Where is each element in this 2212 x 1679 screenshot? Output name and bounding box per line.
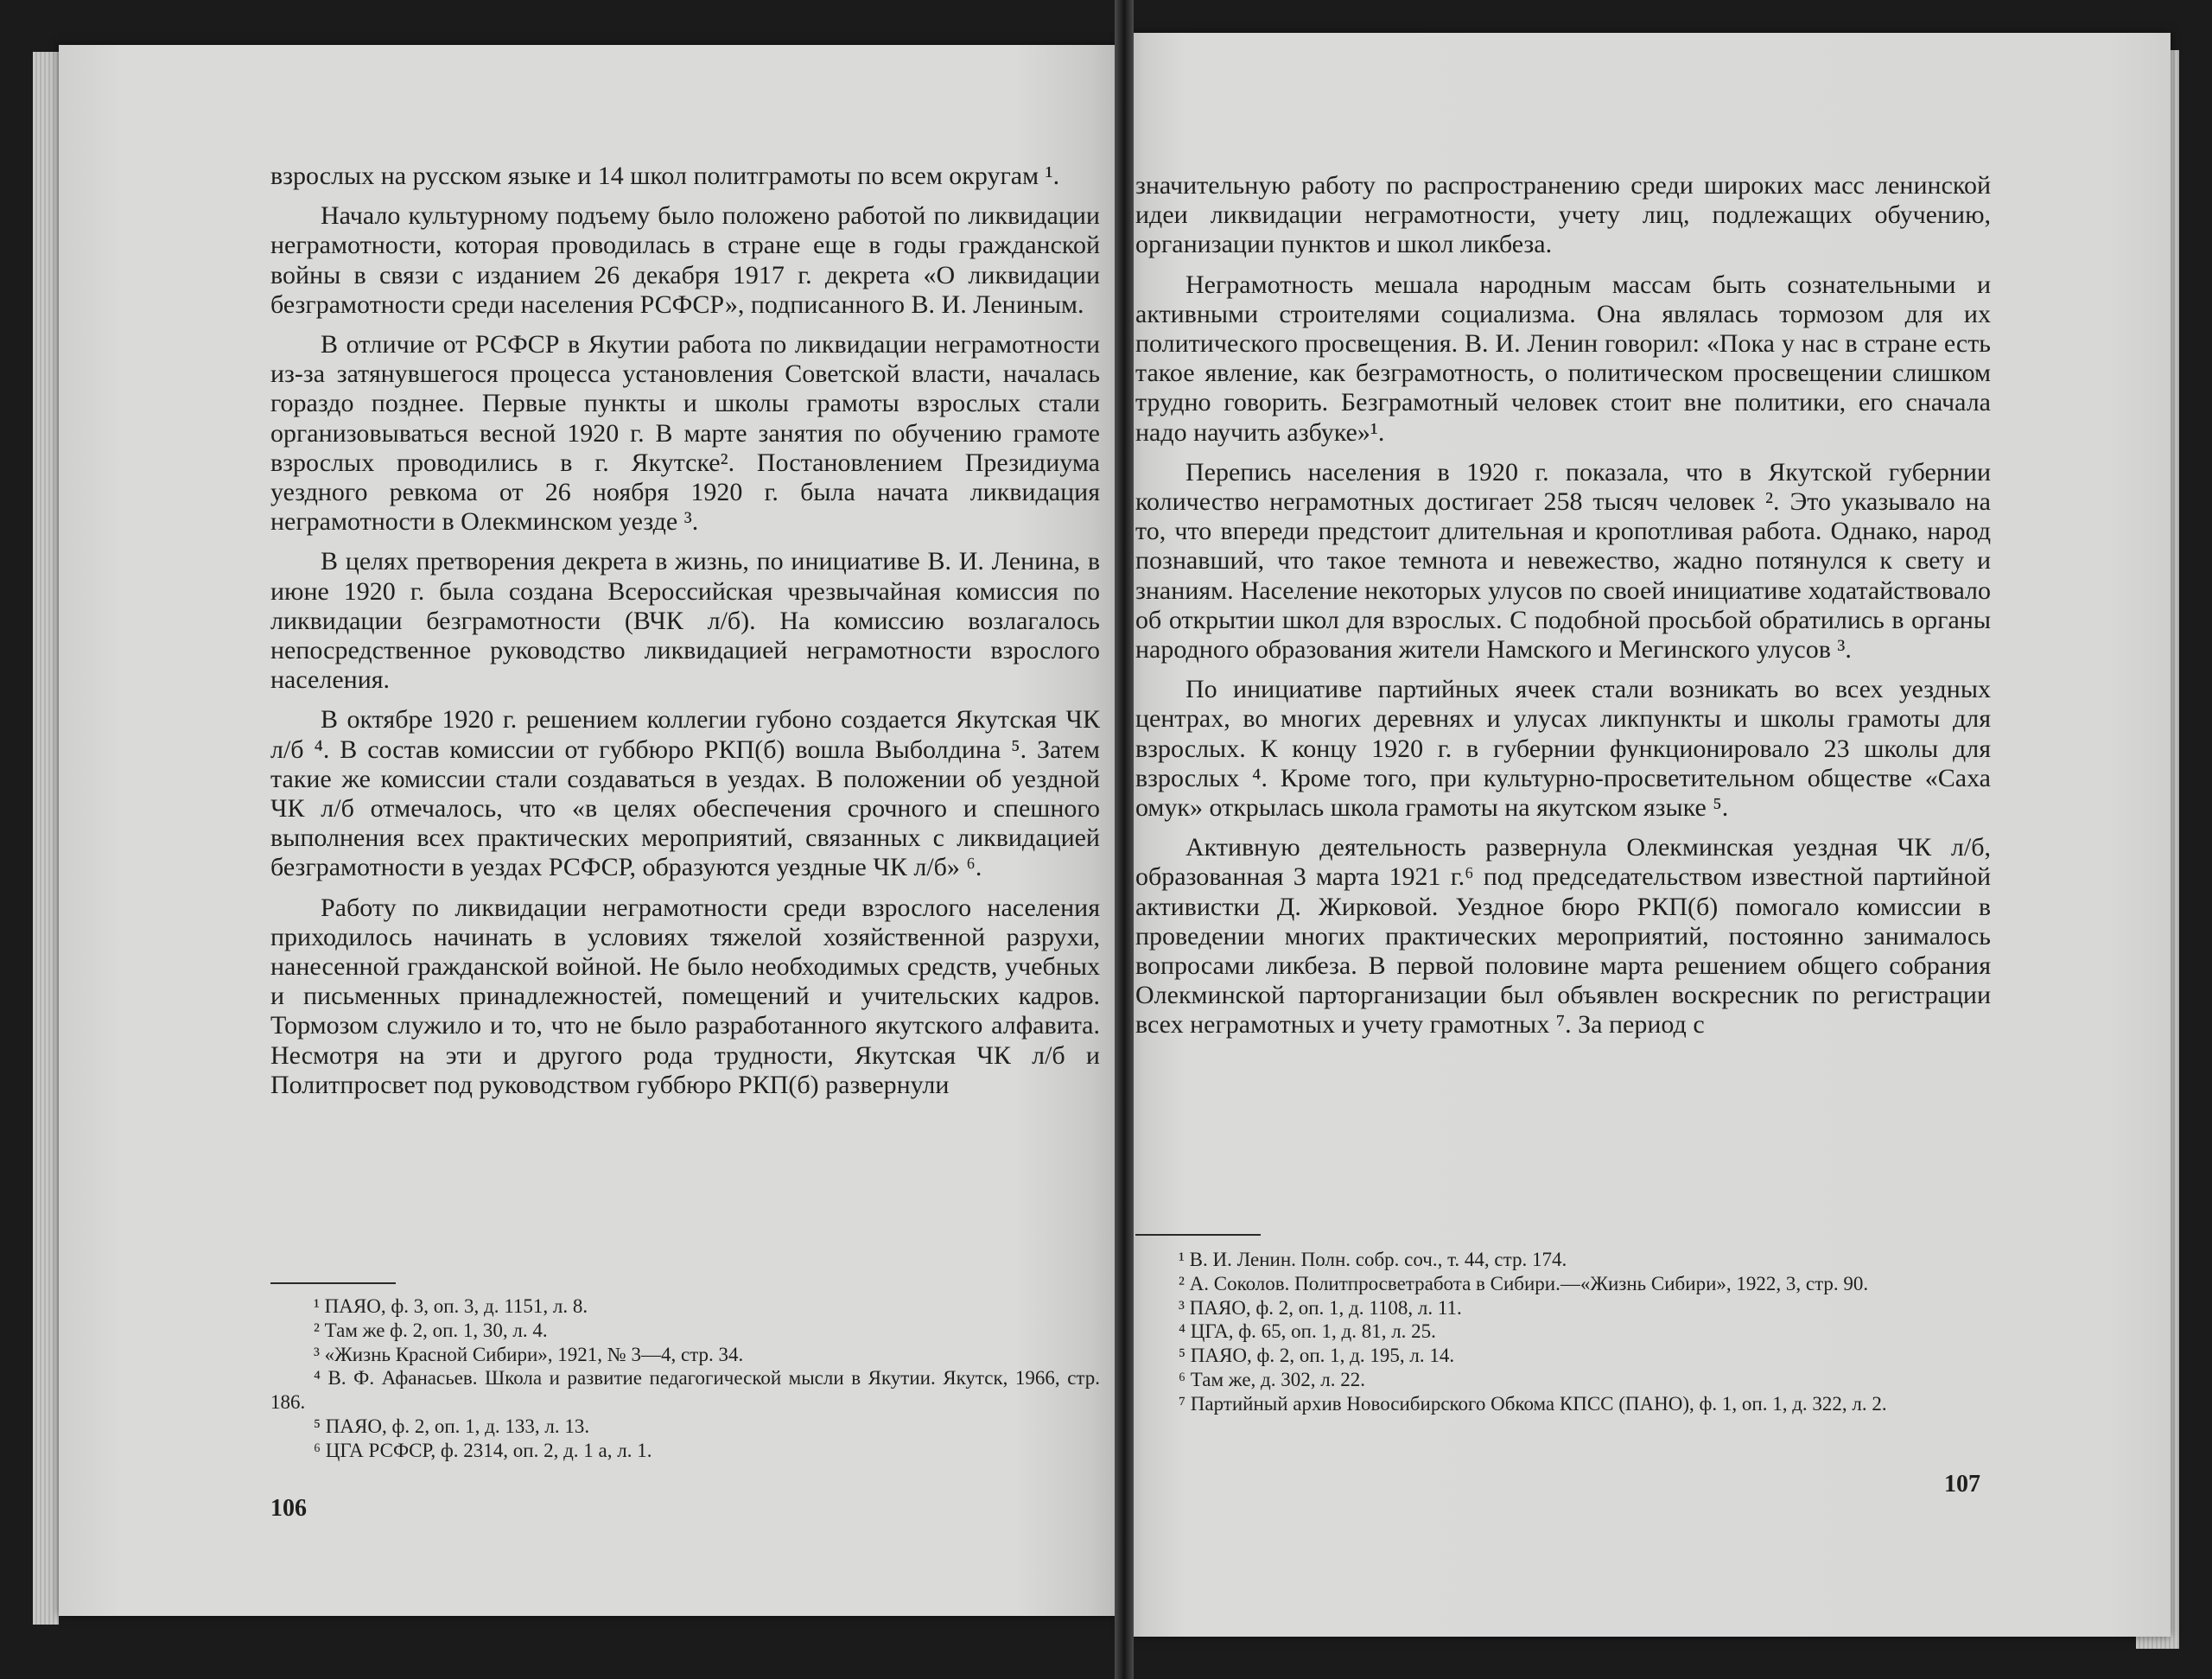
paragraph: В целях претворения декрета в жизнь, по инициативе В. И. Ленина, в июне 1920 г. была создана Всероссийская чрезвычайная комиссия по ликвидации безграмотности (ВЧК л/б). На комиссию возлагалось непосредственное руководство ликвидацией неграмотности взрослого населения. xyxy=(270,547,1100,695)
footnote: ¹ В. И. Ленин. Полн. собр. соч., т. 44, стр. 174. xyxy=(1179,1249,1567,1270)
paragraph: значительную работу по распространению среди широких масс ленинской идеи ликвидации неграмотности, учету лиц, подлежащих обучению, организации пунктов и школ ликбеза. xyxy=(1135,171,1991,259)
page-number: 107 xyxy=(1944,1471,1980,1498)
paragraph: Неграмотность мешала народным массам быть сознательными и активными строителями социализма. Она являлась тормозом для их политического просвещения. В. И. Ленин говорил: «Пока у нас в стране есть такое явление, как безграмотность, о политическом просвещении слишком трудно говорить. Безграмотный человек стоит вне политики, его сначала надо научить азбуке»¹. xyxy=(1135,270,1991,447)
paragraph: Перепись населения в 1920 г. показала, что в Якутской губернии количество неграмотных достигает 258 тысяч человек ². Это указывало на то, что впереди предстоит длительная и кропотливая работа. Однако, народ познавший, что такое темнота и невежество, жадно потянулся к свету и знаниям. Население некоторых улусов по своей инициативе ходатайствовало об открытии школ для взрослых. С подобной просьбой обратились в органы народного образования жители Намского и Мегинского улусов ³. xyxy=(1135,457,1991,665)
footnote: ⁷ Партийный архив Новосибирского Обкома КПСС (ПАНО), ф. 1, оп. 1, д. 322, л. 2. xyxy=(1179,1392,1887,1415)
paragraph: Активную деятельность развернула Олекминская уездная ЧК л/б, образованная 3 марта 1921 г.⁶ под председательством известной партийной активистки Д. Жирковой. Уездное бюро РКП(б) помогало комиссии в проведении многих практических мероприятий, постоянно занималось вопросами ликбеза. В первой половине марта решением общего собрания Олекминской парторганизации был объявлен воскресник по регистрации всех неграмотных и учету грамотных ⁷. За период с xyxy=(1135,833,1991,1040)
paragraph: взрослых на русском языке и 14 школ политграмоты по всем округам ¹. xyxy=(270,162,1060,190)
footnote: ² Там же ф. 2, оп. 1, 30, л. 4. xyxy=(314,1319,548,1341)
left-page xyxy=(59,45,1122,1616)
footnote: ⁵ ПАЯО, ф. 2, оп. 1, д. 133, л. 13. xyxy=(314,1415,590,1437)
right-page xyxy=(1123,33,2171,1637)
footnote: ³ ПАЯО, ф. 2, оп. 1, д. 1108, л. 11. xyxy=(1179,1296,1462,1319)
right-page-body xyxy=(1135,171,1991,1051)
paragraph: В отличие от РСФСР в Якутии работа по ликвидации неграмотности из-за затянувшегося процесса установления Советской власти, началась гораздо позднее. Первые пункты и школы грамоты взрослых стали организовываться весной 1920 г. В марте занятия по обучению грамоте взрослых проводились в г. Якутске². Постановлением Президиума уездного ревкома от 26 ноября 1920 г. была начата ликвидация неграмотности в Олекминском уезде ³. xyxy=(270,330,1100,537)
footnote: ⁵ ПАЯО, ф. 2, оп. 1, д. 195, л. 14. xyxy=(1179,1345,1455,1367)
footnote: ² А. Соколов. Политпросветработа в Сибири.—«Жизнь Сибири», 1922, 3, стр. 90. xyxy=(1179,1272,1869,1294)
paragraph: В октябре 1920 г. решением коллегии губоно создается Якутская ЧК л/б ⁴. В состав комиссии от губбюро РКП(б) вошла Выболдина ⁵. Затем такие же комиссии стали создаваться в уездах. В положении об уездной ЧК л/б отмечалось, что «в целях обеспечения срочного и спешного выполнения всех практических мероприятий, связанных с ликвидацией безграмотности в уездах РСФСР, образуются уездные ЧК л/б» ⁶. xyxy=(270,705,1100,882)
footnote-rule xyxy=(1135,1234,1261,1236)
paragraph: Работу по ликвидации неграмотности среди взрослого населения приходилось начинать в условиях тяжелой хозяйственной разрухи, нанесенной гражданской войной. Не было необходимых средств, учебных и письменных принадлежностей, помещений и учительских кадров. Тормозом служило и то, что не было разработанного якутского алфавита. Несмотря на эти и другого рода трудности, Якутская ЧК л/б и Политпросвет под руководством губбюро РКП(б) развернули xyxy=(270,893,1100,1099)
paragraph: Начало культурному подъему было положено работой по ликвидации неграмотности, которая проводилась в стране еще в годы гражданской войны в связи с изданием 26 декабря 1917 г. декрета «О ликвидации безграмотности среди населения РСФСР», подписанного В. И. Лениным. xyxy=(270,201,1100,319)
footnote: ⁶ Там же, д. 302, л. 22. xyxy=(1179,1368,1365,1390)
page-number: 106 xyxy=(270,1495,307,1522)
footnote: ⁶ ЦГА РСФСР, ф. 2314, оп. 2, д. 1 а, л. 1. xyxy=(314,1439,652,1461)
footnote: ⁴ ЦГА, ф. 65, оп. 1, д. 81, л. 25. xyxy=(1179,1320,1436,1343)
footnote-rule xyxy=(270,1282,396,1284)
footnote: ⁴ В. Ф. Афанасьев. Школа и развитие педагогической мысли в Якутии. Якутск, 1966, стр. 186. xyxy=(270,1367,1100,1414)
footnote: ¹ ПАЯО, ф. 3, оп. 3, д. 1151, л. 8. xyxy=(314,1295,588,1317)
right-page-footnotes xyxy=(1135,1248,1991,1416)
left-page-footnotes xyxy=(270,1294,1100,1463)
left-page-body xyxy=(270,162,1100,1110)
paragraph: По инициативе партийных ячеек стали возникать во всех уездных центрах, во многих деревнях и улусах ликпункты и школы грамоты для взрослых. К концу 1920 г. в губернии функционировало 23 школы для взрослых ⁴. Кроме того, при культурно-просветительном обществе «Саха омук» открылась школа грамоты на якутском языке ⁵. xyxy=(1135,675,1991,823)
book-gutter xyxy=(1115,0,1134,1679)
left-page-edges xyxy=(33,52,59,1625)
footnote: ³ «Жизнь Красной Сибири», 1921, № 3—4, стр. 34. xyxy=(314,1343,744,1365)
